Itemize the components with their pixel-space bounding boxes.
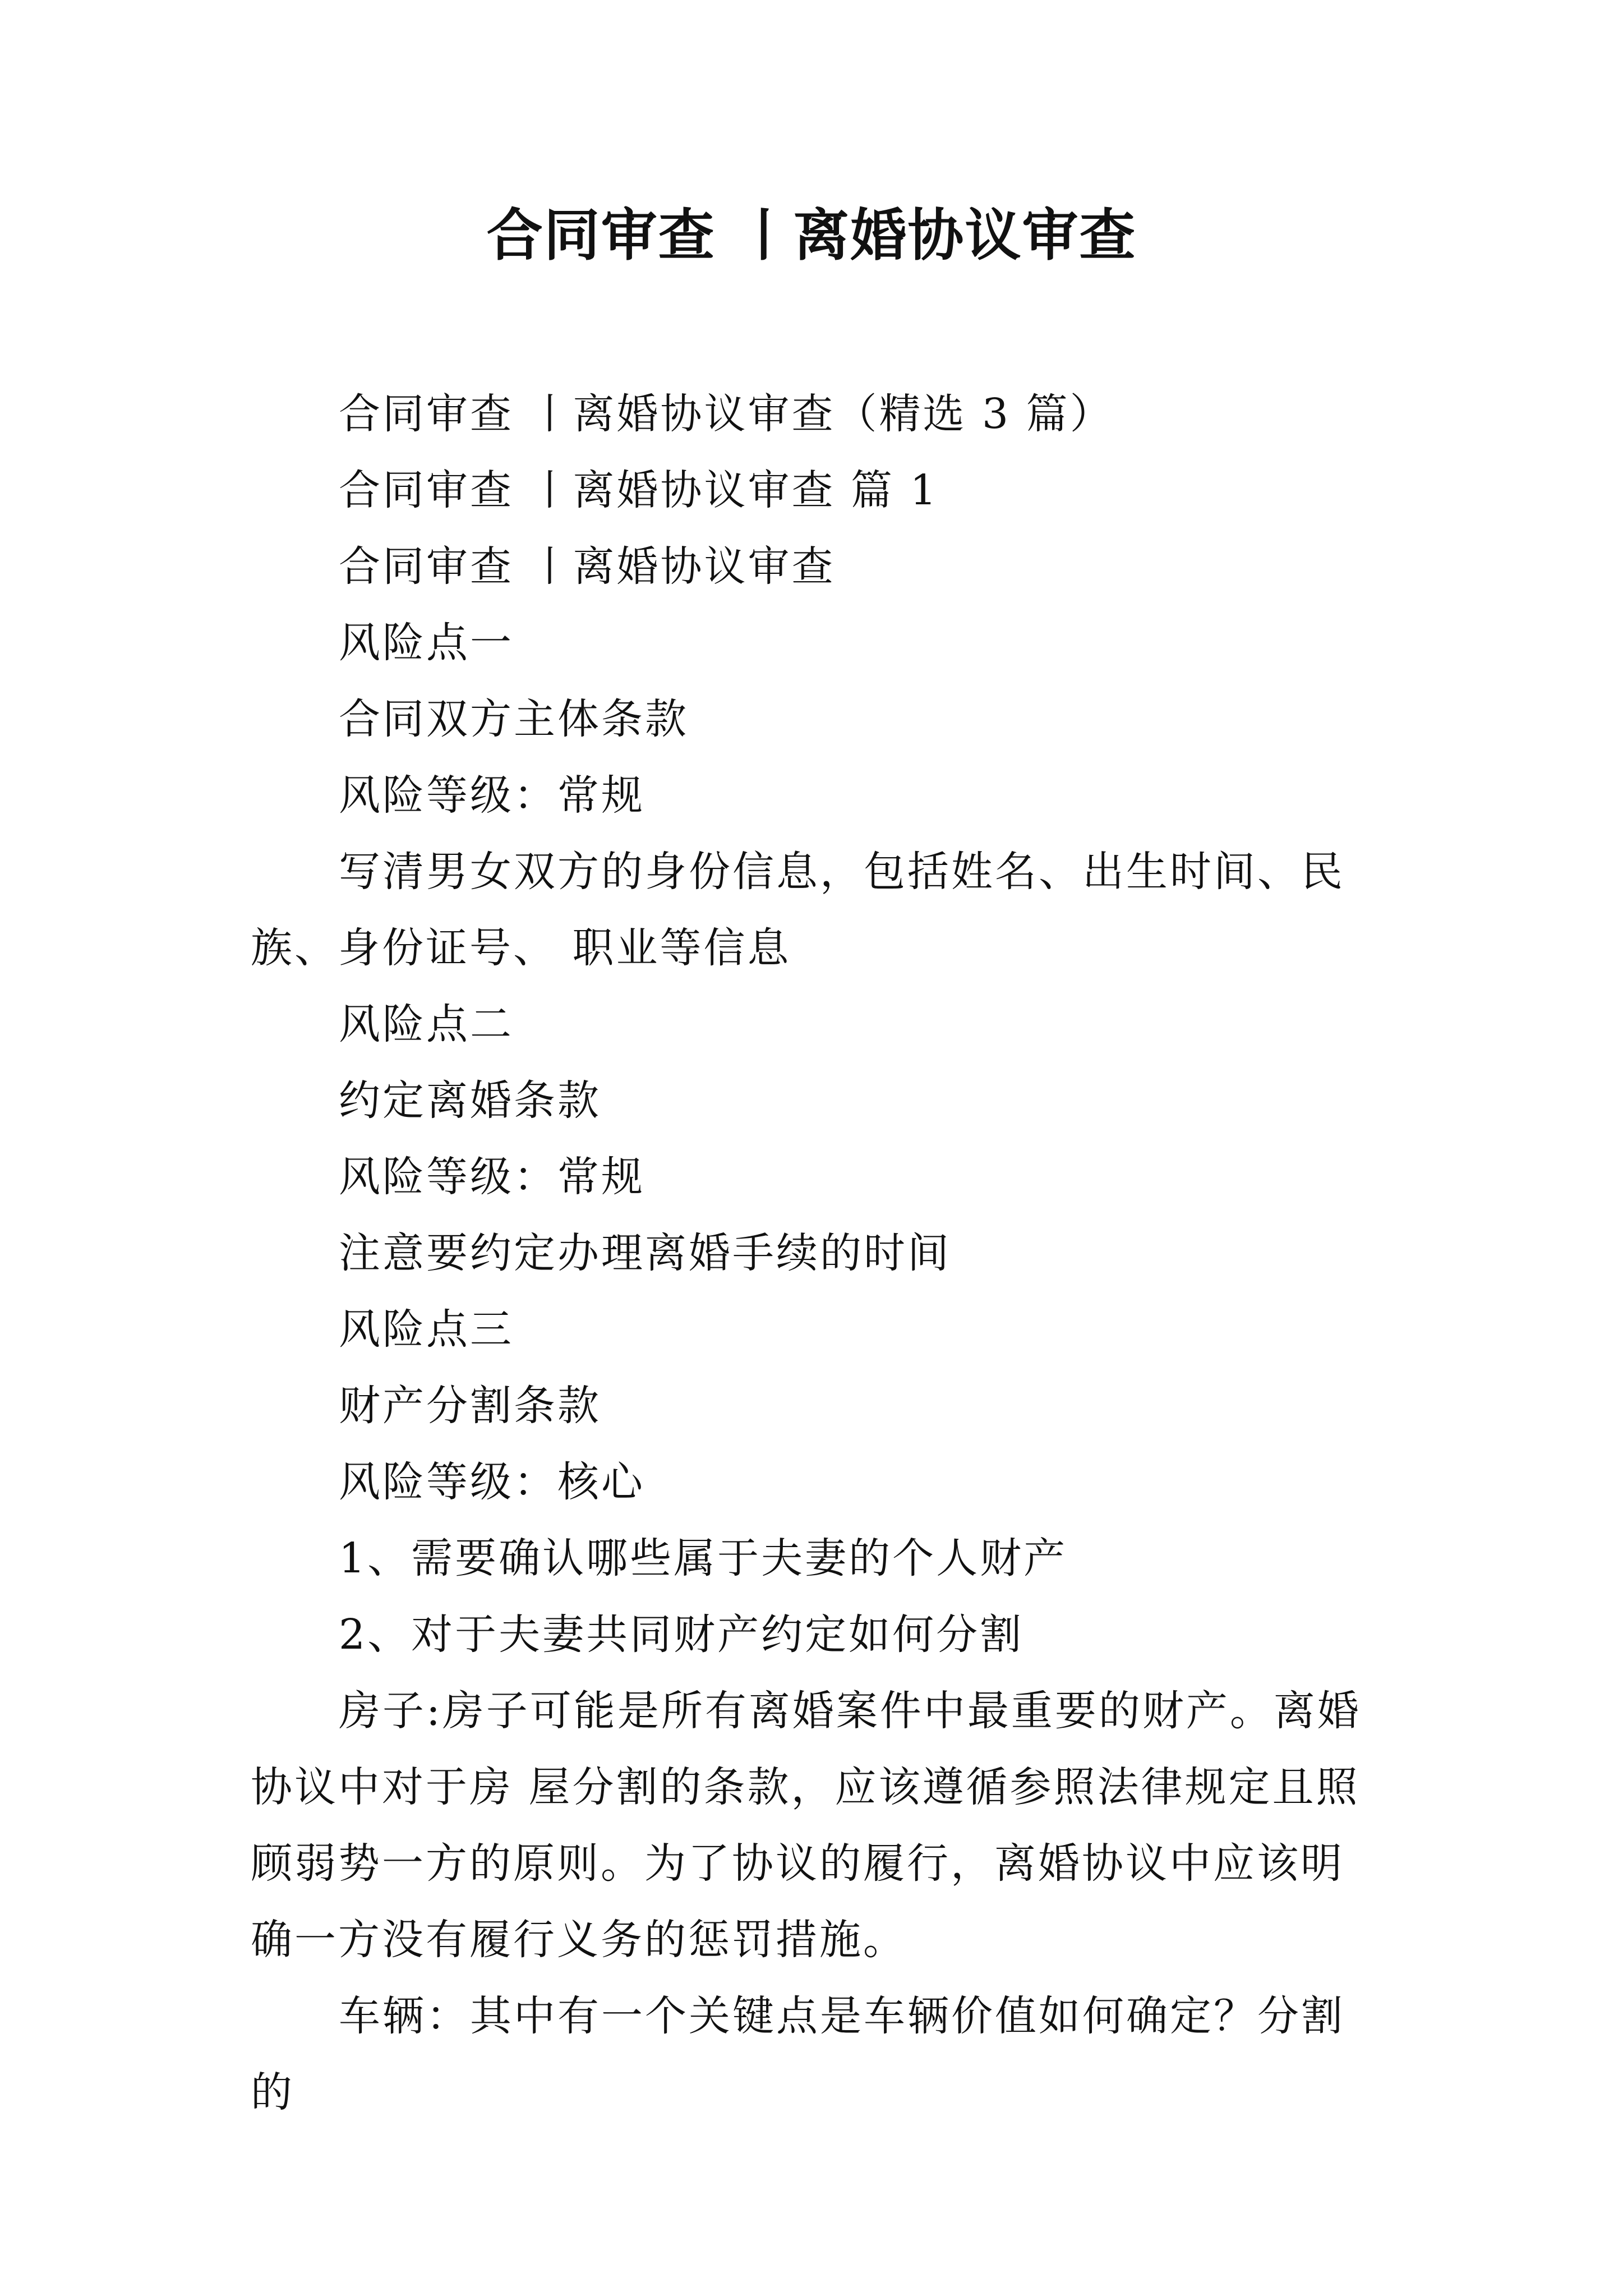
paragraph: 风险等级：常规 bbox=[339, 771, 645, 820]
paragraph: 财产分割条款 bbox=[339, 1382, 601, 1430]
paragraph: 风险点一 bbox=[339, 619, 514, 667]
paragraph: 2、对于夫妻共同财产约定如何分割 bbox=[339, 1611, 1024, 1659]
paragraph: 房子:房子可能是所有离婚案件中最重要的财产。离婚协议中对于房 屋分割的条款，应该遵循参照法律规定且照顾弱势一方的原则。为了协议的履行，离婚协议中应该明确一方没有履行义务的惩罚措施。 bbox=[251, 1687, 1361, 1964]
paragraph: 风险点二 bbox=[339, 1000, 514, 1048]
paragraph: 合同审查 丨离婚协议审查 篇 1 bbox=[339, 466, 939, 514]
paragraph: 合同双方主体条款 bbox=[339, 695, 689, 743]
paragraph: 写清男女双方的身份信息，包括姓名、出生时间、民族、身份证号、 职业等信息 bbox=[251, 848, 1345, 972]
paragraph: 车辆：其中有一个关键点是车辆价值如何确定？分割的 bbox=[251, 1992, 1345, 2116]
paragraph: 风险点三 bbox=[339, 1305, 514, 1354]
document-body bbox=[251, 376, 1384, 2131]
paragraph: 注意要约定办理离婚手续的时间 bbox=[339, 1229, 951, 1277]
document-title: 合同审查 丨离婚协议审查 bbox=[486, 203, 1137, 268]
paragraph: 风险等级：常规 bbox=[339, 1153, 645, 1201]
paragraph: 合同审查 丨离婚协议审查 bbox=[339, 542, 836, 591]
paragraph: 约定离婚条款 bbox=[339, 1076, 601, 1125]
paragraph: 合同审查 丨离婚协议审查（精选 3 篇） bbox=[339, 390, 1114, 438]
paragraph: 风险等级：核心 bbox=[339, 1458, 645, 1506]
paragraph: 1、需要确认哪些属于夫妻的个人财产 bbox=[339, 1534, 1068, 1582]
